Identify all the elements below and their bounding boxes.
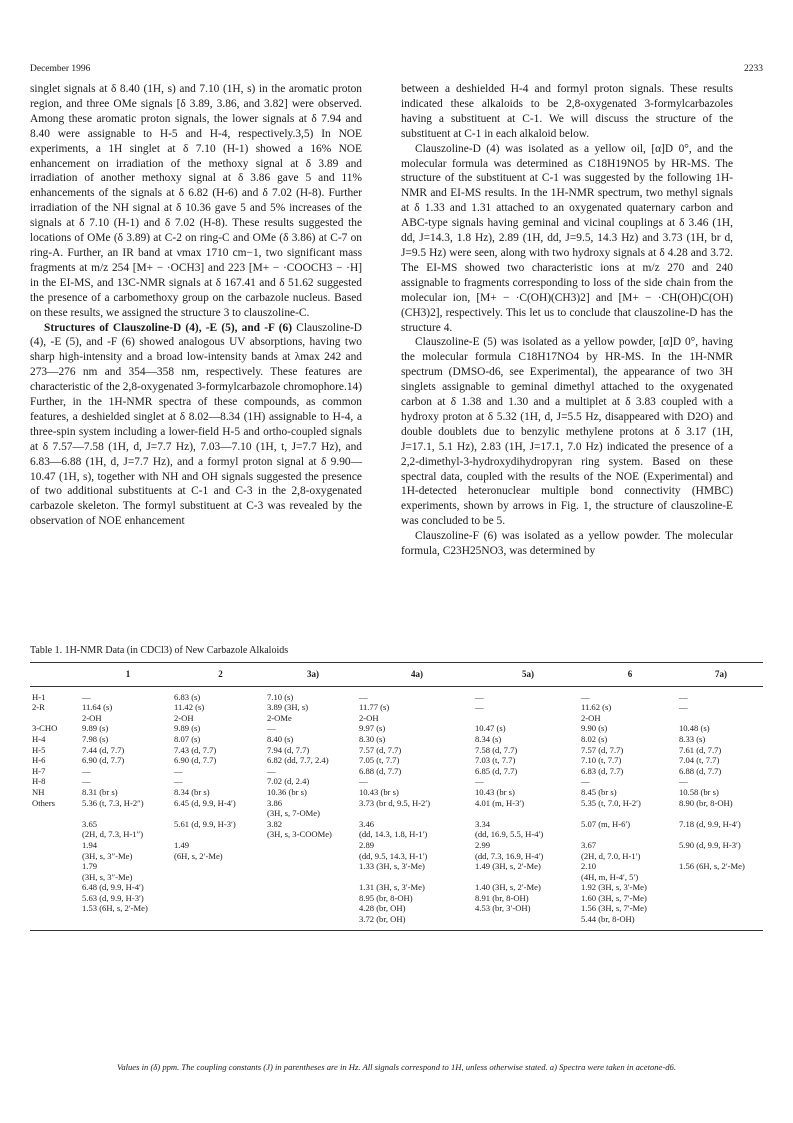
table-cell: 3.82 [267, 818, 283, 829]
table-cell: 7.58 (d, 7.7) [475, 744, 518, 755]
table-row [30, 819, 763, 830]
right-paragraph-2: Clauszoline-D (4) was isolated as a yellow oil, [α]D 0°, and the molecular formula was determined as C18H19NO5 by HR-MS. The structure of the substituent at C-1 was suggested by the following 1H-NMR and EI-MS results. In the 1H-NMR spectrum, two methyl signals at δ 1.33 and 1.31 attached to an oxygenated quaternary carbon and ABC-type signals having geminal and vicinal couplings at δ 3.46 (1H, dd, J=14.3, 1.8 Hz), 2.89 (1H, dd, J=9.5, 14.3 Hz) and 3.73 (1H, br d, J=9.5 Hz) were seen, along with two hydroxy signals at δ 4.28 and 3.72. The EI-MS showed two characteristic ions at m/z 270 and 240 assignable to fragments corresponding to loss of the side chain from the molecular ion, [M+ − ·C(OH)(CH3)2] and [M+ − ·CH(OH)C(OH)(CH3)2], respectively. This let us to conclude that clauszoline-D has the structure 4. [401, 142, 733, 334]
table-cell: — [359, 691, 368, 702]
table-cell [679, 829, 763, 840]
table-cell: (3H, s, 3″-Me) [82, 871, 133, 882]
table-cell: 2-OH [359, 712, 379, 723]
table-cell: 8.90 (br, 8-OH) [679, 797, 733, 808]
running-header-date: December 1996 [30, 64, 91, 74]
row-label: H-1 [32, 691, 46, 702]
table-cell: (4H, m, H-4′, 5′) [581, 871, 639, 882]
table-cell [679, 808, 763, 819]
table-cell: 7.02 (d, 2.4) [267, 776, 310, 787]
table-row [30, 686, 763, 702]
row-label: NH [32, 786, 45, 797]
table-cell: 8.31 (br s) [82, 786, 118, 797]
table-cell: 5.44 (br, 8-OH) [581, 914, 679, 930]
row-label [30, 819, 82, 830]
table-cell: 7.44 (d, 7.7) [82, 744, 125, 755]
table-cell: 7.04 (t, 7.7) [679, 755, 720, 766]
table-cell: — [475, 691, 484, 702]
table-cell: — [82, 691, 91, 702]
nmr-table-container [30, 662, 763, 931]
table-cell: 11.62 (s) [581, 702, 612, 713]
row-label [30, 914, 82, 930]
table-cell [267, 840, 359, 851]
left-section-body: Clauszoline-D (4), -E (5), and -F (6) showed analogous UV absorptions, having two sharp high-intensity and a broad low-intensity bands at λmax 242 and 273—276 nm and 354—358 nm, respectively. These features are characteristic of the 2,8-oxygenated 3-formylcarbazole chromophore.14) Further, in the 1H-NMR spectra of these compounds, as common features, a deshielded singlet at δ 8.02—8.34 (1H) assignable to H-4, a three-spin system including a lower-field H-5 and ortho-coupled signals at δ 7.57—7.58 (1H, d, J=7.7 Hz), 7.03—7.10 (1H, t, J=7.7 Hz), and 6.83—6.88 (1H, d, J=7.7 Hz), and a formyl proton signal at δ 9.90—10.47 (1H, s), together with NH and OH signals suggested the presence of two additional substituents at C-1 and C-3 in the 2,8-oxygenated carbazole skeleton. The formyl substituent at C-3 was revealed by the observation of NOE enhancement [30, 321, 363, 528]
table-cell: 7.57 (d, 7.7) [581, 744, 624, 755]
table-cell: 7.43 (d, 7.7) [174, 744, 217, 755]
table-cell: (dd, 7.3, 16.9, H-4′) [475, 850, 544, 861]
table-cell: 1.56 (3H, s, 7′-Me) [581, 903, 647, 914]
left-column [30, 82, 362, 529]
table-header-row [30, 663, 763, 686]
table-cell [174, 808, 267, 819]
table-cell [174, 872, 267, 883]
table-cell: 3.65 [82, 818, 98, 829]
table-cell: 3.89 (3H, s) [267, 702, 309, 713]
row-label [30, 851, 82, 862]
table-cell: 1.49 [174, 839, 190, 850]
row-label: H-6 [32, 755, 46, 766]
table-cell: 7.10 (s) [267, 691, 294, 702]
table-cell: 7.61 (d, 7.7) [679, 744, 722, 755]
left-section [30, 321, 362, 530]
column-header: 3a) [267, 663, 359, 686]
table-cell: 2.89 [359, 839, 375, 850]
table-cell [679, 893, 763, 904]
left-paragraph-1: singlet signals at δ 8.40 (1H, s) and 7.10 (1H, s) in the aromatic proton region, and three OMe signals [δ 3.89, 3.86, and 3.82] were observed. Among these aromatic proton signals, the lower signals at δ 7.94 and 8.40 were assignable to H-5 and H-4, respectively.3,5) In NOE experiments, a 1H singlet at δ 7.10 (H-1) showed a 16% NOE enhancement on irradiation of the methoxy signal at δ 3.89 and irradiation of another methoxy signal at δ 3.86 gave 5 and 11% enhancements of the signals at δ 6.82 (H-6) and δ 7.02 (H-8). Further irradiation of the NH signal at δ 10.36 gave 5 and 5% increases of the signals at δ 7.10 (H-1) and δ 7.02 (H-8). These results suggested the locations of OMe (δ 3.89) at C-2 on ring-C and OMe (δ 3.86) at C-7 on ring-A. Further, an IR band at νmax 1710 cm−1, two significant mass fragments at m/z 254 [M+ − ·OCH3] and 223 [M+ − ·COOCH3 − ·H] in the EI-MS, and 13C-NMR signals at δ 167.41 and δ 51.62 suggested the presence of a carbomethoxy group on the carbazole nucleus. Based on these results, we assigned the structure 3 to clauszoline-C. [30, 83, 362, 319]
table-cell: 8.95 (br, 8-OH) [359, 892, 413, 903]
table-cell: 7.03 (t, 7.7) [475, 755, 516, 766]
table-cell: 5.35 (t, 7.0, H-2′) [581, 797, 641, 808]
table-cell: 6.82 (dd, 7.7, 2.4) [267, 755, 329, 766]
table-cell: 7.05 (t, 7.7) [359, 755, 400, 766]
table-cell: 4.53 (br, 3′-OH) [475, 903, 531, 914]
table-cell: (3H, s, 3-COOMe) [267, 829, 332, 840]
table-cell [267, 851, 359, 862]
table-cell: 6.83 (d, 7.7) [581, 765, 624, 776]
column-header: 5a) [475, 663, 581, 686]
table-cell: — [581, 776, 590, 787]
table-row [30, 808, 763, 819]
column-header [30, 663, 82, 686]
table-cell: 5.07 (m, H-6′) [581, 818, 631, 829]
table-cell: 5.36 (t, 7.3, H-2″) [82, 797, 144, 808]
table-cell: 7.10 (t, 7.7) [581, 755, 622, 766]
table-cell: 6.90 (d, 7.7) [82, 755, 125, 766]
table-cell: 2-OH [174, 712, 194, 723]
table-cell: 11.64 (s) [82, 702, 113, 713]
row-label [30, 903, 82, 914]
table-caption: Table 1. 1H-NMR Data (in CDCl3) of New Carbazole Alkaloids [30, 645, 289, 656]
table-cell: 6.88 (d, 7.7) [679, 765, 722, 776]
table-cell [267, 872, 359, 883]
row-label [30, 829, 82, 840]
table-row [30, 745, 763, 756]
table-cell: 3.73 (br d, 9.5, H-2′) [359, 797, 431, 808]
table-cell: 8.30 (s) [359, 733, 386, 744]
table-cell: (6H, s, 2′-Me) [174, 850, 223, 861]
table-cell: 11.77 (s) [359, 702, 390, 713]
row-label: 2-R [32, 702, 45, 713]
table-cell: 6.48 (d, 9.9, H-4′) [82, 882, 144, 893]
table-row [30, 776, 763, 787]
table-row [30, 882, 763, 893]
table-cell [174, 861, 267, 872]
column-header: 6 [581, 663, 679, 686]
table-cell [475, 713, 581, 724]
table-cell: — [82, 776, 91, 787]
table-cell: 3.46 [359, 818, 375, 829]
row-label [30, 808, 82, 819]
table-cell: — [267, 765, 276, 776]
table-cell: 7.57 (d, 7.7) [359, 744, 402, 755]
table-cell: — [174, 765, 183, 776]
row-label [30, 893, 82, 904]
table-cell: 6.88 (d, 7.7) [359, 765, 402, 776]
table-cell: 8.91 (br, 8-OH) [475, 892, 529, 903]
table-cell [581, 808, 679, 819]
table-cell: 10.48 (s) [679, 723, 710, 734]
table-row [30, 872, 763, 883]
table-cell [267, 882, 359, 893]
row-label [30, 861, 82, 872]
table-cell: (dd, 9.5, 14.3, H-1′) [359, 850, 428, 861]
table-cell: (dd, 16.9, 5.5, H-4′) [475, 829, 544, 840]
row-label: 3-CHO [32, 723, 58, 734]
table-cell: 6.83 (s) [174, 691, 201, 702]
table-cell [679, 882, 763, 893]
table-cell: — [174, 776, 183, 787]
table-cell: 10.43 (br s) [475, 786, 515, 797]
table-cell: (3H, s, 7-OMe) [267, 808, 320, 819]
row-label [30, 840, 82, 851]
right-paragraph-1: between a deshielded H-4 and formyl proton signals. These results indicated these alkaloids to be 2,8-oxygenated 3-formylcarbazoles having a substituent at C-1. We will discuss the structure of the substituent at C-1 in each alkaloid below. [401, 83, 733, 140]
row-label: Others [32, 797, 55, 808]
table-cell: 7.94 (d, 7.7) [267, 744, 310, 755]
nmr-data-table [30, 663, 763, 931]
table-cell: 10.58 (br s) [679, 786, 719, 797]
table-cell: 10.47 (s) [475, 723, 506, 734]
table-row [30, 713, 763, 724]
table-row [30, 840, 763, 851]
table-row [30, 893, 763, 904]
column-header: 2 [174, 663, 267, 686]
table-cell: 7.18 (d, 9.9, H-4′) [679, 818, 741, 829]
right-paragraph-3: Clauszoline-E (5) was isolated as a yellow powder, [α]D 0°, having the molecular formula C18H17NO4 by HR-MS. In the 1H-NMR spectrum (DMSO-d6, see Experimental), the appearance of two 3H singlets assignable to geminal dimethyl attached to the oxygenated carbon at δ 1.38 and 1.30 and a multiplet at δ 3.83 coupled with a hydroxy proton at δ 5.32 (1H, d, J=5.5 Hz, disappeared with D2O) and double doublets due to benzylic methylene protons at δ 3.17 (1H, J=17.1, 5.1 Hz), 2.83 (1H, J=17.1, 7.0 Hz) indicated the presence of a 2,2-dimethyl-3-hydroxydihydropyran ring system. Based on these spectral data, coupled with the results of the NOE (Experimental) and 1H-detected heteronuclear multiple bond connectivity (HMBC) experiments, shown by arrows in Fig. 1, the structure of clauszoline-E was concluded to be 5. [401, 336, 733, 528]
column-header: 1 [82, 663, 174, 686]
table-body [30, 686, 763, 930]
section-heading: Structures of Clauszoline-D (4), -E (5), and -F (6) [44, 321, 293, 334]
table-cell [679, 914, 763, 930]
table-cell: 3.86 [267, 797, 283, 808]
table-row [30, 914, 763, 930]
table-cell [174, 882, 267, 893]
table-cell: (3H, s, 3″-Me) [82, 850, 133, 861]
table-cell: 11.42 (s) [174, 702, 205, 713]
table-cell: 10.36 (br s) [267, 786, 307, 797]
row-label: H-5 [32, 744, 46, 755]
table-cell: 8.02 (s) [581, 733, 608, 744]
table-cell [174, 903, 267, 914]
table-row [30, 734, 763, 745]
table-cell: 10.43 (br s) [359, 786, 399, 797]
row-label: H-4 [32, 733, 46, 744]
table-cell: 1.49 (3H, s, 2′-Me) [475, 861, 541, 872]
table-cell: 3.34 [475, 818, 491, 829]
table-row [30, 723, 763, 734]
table-row [30, 787, 763, 798]
table-cell: 9.97 (s) [359, 723, 386, 734]
table-cell: 5.61 (d, 9.9, H-3′) [174, 818, 236, 829]
table-cell [267, 893, 359, 904]
table-cell [82, 808, 174, 819]
table-cell: 9.89 (s) [174, 723, 201, 734]
table-cell: 3.72 (br, OH) [359, 914, 475, 930]
table-cell: — [581, 691, 590, 702]
table-footnote: Values in (δ) ppm. The coupling constants (J) in parentheses are in Hz. All signals correspond to 1H, unless otherwise stated. a) Spectra were taken in acetone-d6. [117, 1062, 676, 1072]
table-cell: 8.33 (s) [679, 733, 706, 744]
table-row [30, 798, 763, 809]
table-row [30, 702, 763, 713]
table-cell: 5.63 (d, 9.9, H-3′) [82, 892, 144, 903]
table-row [30, 755, 763, 766]
table-cell [267, 861, 359, 872]
table-cell: 1.31 (3H, s, 3′-Me) [359, 882, 425, 893]
table-cell [475, 808, 581, 819]
table-cell [267, 903, 359, 914]
table-cell: — [475, 702, 484, 713]
table-cell [82, 914, 174, 930]
table-cell: 8.34 (s) [475, 733, 502, 744]
table-cell: 8.34 (br s) [174, 786, 210, 797]
table-cell: 8.40 (s) [267, 733, 294, 744]
column-header: 4a) [359, 663, 475, 686]
table-cell: — [679, 691, 688, 702]
table-cell: 2-OH [581, 712, 601, 723]
table-cell: 1.60 (3H, s, 7′-Me) [581, 892, 647, 903]
table-cell [174, 914, 267, 930]
table-cell [679, 851, 763, 862]
row-label [30, 872, 82, 883]
table-cell: 1.92 (3H, s, 3′-Me) [581, 882, 647, 893]
table-cell: (2H, d, 7.0, H-1′) [581, 850, 641, 861]
table-cell [359, 808, 475, 819]
table-cell: 6.45 (d, 9.9, H-4′) [174, 797, 236, 808]
table-cell: 1.56 (6H, s, 2′-Me) [679, 861, 745, 872]
table-cell: 9.90 (s) [581, 723, 608, 734]
table-cell: 2.10 [581, 861, 597, 872]
table-cell: 5.90 (d, 9.9, H-3′) [679, 839, 741, 850]
table-cell: 1.33 (3H, s, 3′-Me) [359, 861, 425, 872]
table-cell: — [82, 765, 91, 776]
table-cell [359, 872, 475, 883]
table-cell: — [679, 702, 688, 713]
table-row [30, 851, 763, 862]
table-cell: 6.90 (d, 7.7) [174, 755, 217, 766]
table-cell: (dd, 14.3, 1.8, H-1′) [359, 829, 428, 840]
table-cell [174, 893, 267, 904]
column-header: 7a) [679, 663, 763, 686]
right-column [401, 82, 733, 559]
table-cell: 1.40 (3H, s, 2′-Me) [475, 882, 541, 893]
table-cell: — [679, 776, 688, 787]
table-cell: 1.53 (6H, s, 2′-Me) [82, 903, 148, 914]
table-cell [174, 829, 267, 840]
page-number: 2233 [744, 64, 763, 74]
row-label [30, 882, 82, 893]
table-cell: — [267, 723, 276, 734]
table-row [30, 903, 763, 914]
table-cell: — [475, 776, 484, 787]
table-cell: 4.01 (m, H-3′) [475, 797, 525, 808]
table-cell: — [359, 776, 368, 787]
row-label: H-8 [32, 776, 46, 787]
table-cell: 4.28 (br, OH) [359, 903, 406, 914]
row-label [30, 713, 82, 724]
table-cell: 1.94 [82, 839, 98, 850]
table-cell: 2.99 [475, 839, 491, 850]
table-cell: 9.89 (s) [82, 723, 109, 734]
row-label: H-7 [32, 765, 46, 776]
table-cell [581, 829, 679, 840]
table-cell [679, 903, 763, 914]
table-cell [679, 872, 763, 883]
table-cell: 3.67 [581, 839, 597, 850]
table-cell [267, 914, 359, 930]
table-cell: 2-OMe [267, 712, 292, 723]
table-cell: 7.98 (s) [82, 733, 109, 744]
table-cell: 8.07 (s) [174, 733, 201, 744]
table-cell [475, 872, 581, 883]
right-paragraph-4: Clauszoline-F (6) was isolated as a yellow powder. The molecular formula, C23H25NO3, was determined by [401, 530, 733, 558]
table-cell: 6.85 (d, 7.7) [475, 765, 518, 776]
table-cell [475, 914, 581, 930]
table-cell: (2H, d, 7.3, H-1″) [82, 829, 144, 840]
table-cell: 8.45 (br s) [581, 786, 617, 797]
table-row [30, 861, 763, 872]
table-row [30, 766, 763, 777]
table-row [30, 829, 763, 840]
table-cell [679, 713, 763, 724]
table-cell: 1.79 [82, 861, 98, 872]
table-cell: 2-OH [82, 712, 102, 723]
